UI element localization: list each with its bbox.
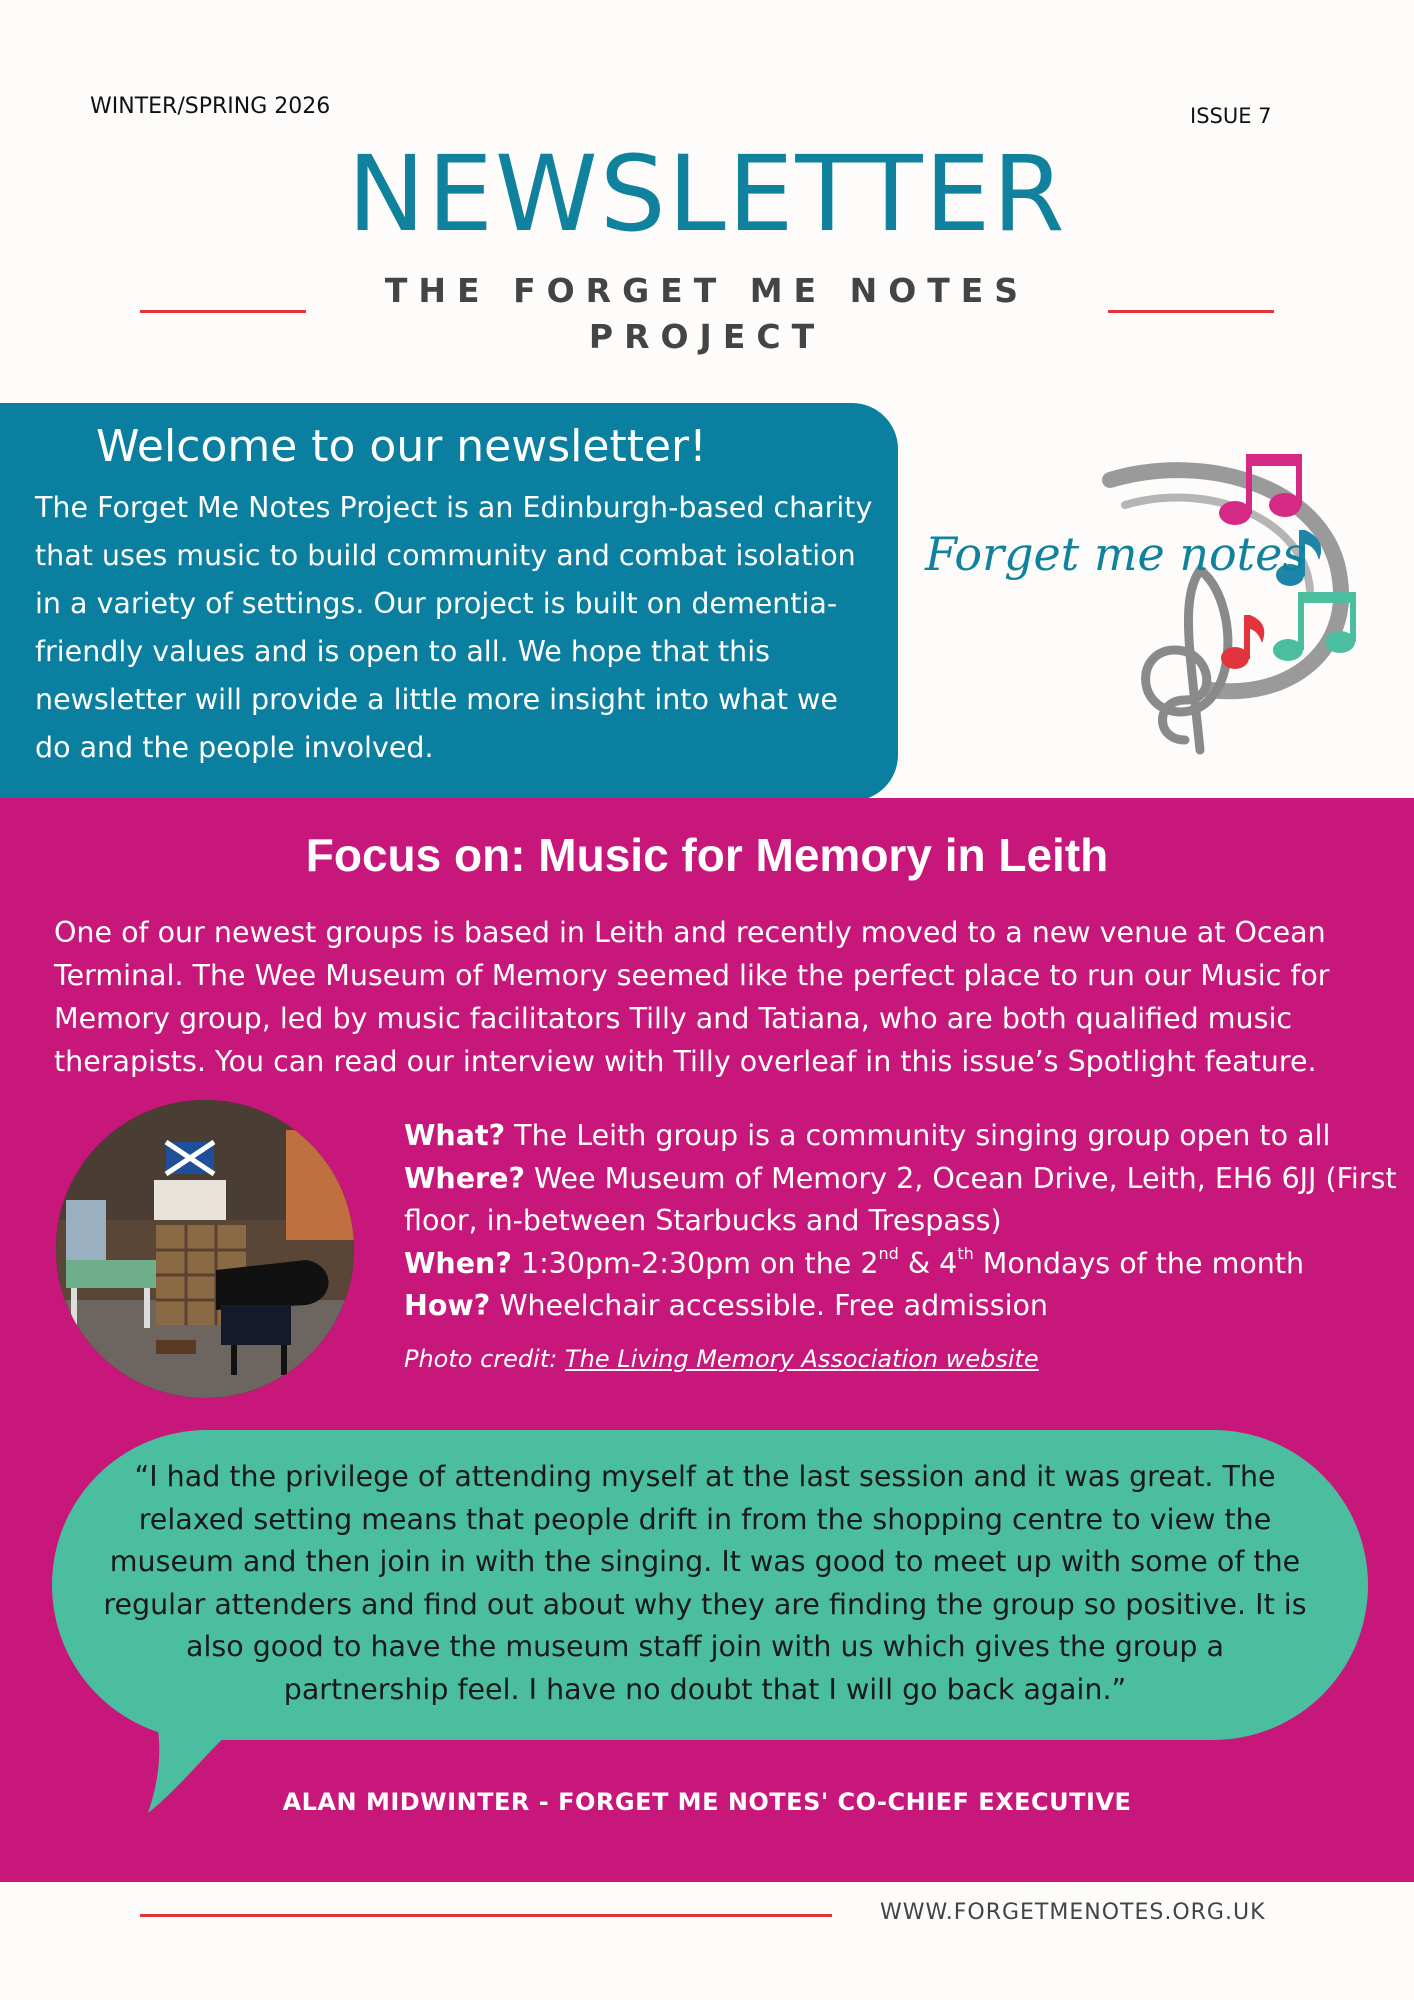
music-notes-treble-clef-icon (910, 450, 1390, 760)
footer-rule (140, 1914, 832, 1917)
what-text: The Leith group is a community singing group open to all (505, 1119, 1331, 1152)
detail-what (404, 1115, 1404, 1158)
when-sup-a: nd (878, 1243, 899, 1263)
focus-heading: Focus on: Music for Memory in Leith (305, 829, 1109, 881)
how-text: Wheelchair accessible. Free admission (490, 1289, 1048, 1322)
issue-season: WINTER/SPRING 2026 (90, 94, 331, 119)
newsletter-subtitle (300, 268, 1114, 360)
subtitle-line-2: PROJECT (588, 317, 826, 356)
where-text: Wee Museum of Memory 2, Ocean Drive, Leith, EH6 6JJ (First floor, in-between Starbucks and Trespass) (404, 1161, 1397, 1237)
header-rule-right (1108, 310, 1274, 313)
subtitle-line-1: THE FORGET ME NOTES (384, 271, 1030, 310)
photo-credit-prefix: Photo credit: (404, 1345, 565, 1373)
detail-how (404, 1285, 1404, 1328)
focus-section (0, 798, 1414, 1882)
header-rule-left (140, 310, 306, 313)
welcome-card (0, 403, 898, 801)
website-link[interactable]: WWW.FORGETMENOTES.ORG.UK (880, 1900, 1266, 1925)
focus-body: One of our newest groups is based in Leith and recently moved to a new venue at Ocean Terminal. The Wee Museum of Memory seemed like the perfect place to run our Music for Memory group, led by music facilitators Tilly and Tatiana, who are both qualified music therapists. You can read our interview with Tilly overleaf in this issue’s Spotlight feature. (54, 916, 1330, 1078)
welcome-body: The Forget Me Notes Project is an Edinburgh-based charity that uses music to build community and combat isolation in a variety of settings. Our project is built on dementia-friendly values and is open to all. We hope that this newsletter will provide a little more insight into what we do and the people involved. (35, 491, 873, 764)
where-label: Where? (404, 1161, 525, 1195)
group-details (404, 1115, 1404, 1328)
how-label: How? (404, 1289, 491, 1322)
what-label: What? (404, 1119, 506, 1152)
newsletter-title: NEWSLETTER (347, 133, 1067, 255)
when-sup-b: th (957, 1243, 974, 1263)
detail-when (404, 1243, 1404, 1286)
issue-number: ISSUE 7 (1190, 104, 1272, 128)
quote-text: “I had the privilege of attending myself at the last session and it was great. The relaxed setting means that people drift in from the shopping centre to view the museum and then join in with the singing. It was good to meet up with some of the regular attenders and find out about why they are finding the group so positive. It is also good to have the museum staff join with us which gives the group a partnership feel. I have no doubt that I will go back again.” (103, 1460, 1307, 1706)
when-text-b: & 4 (898, 1246, 958, 1280)
welcome-title: Welcome to our newsletter! (96, 421, 707, 472)
detail-where (404, 1158, 1404, 1243)
museum-photo (56, 1100, 354, 1398)
when-text-a: 1:30pm-2:30pm on the 2 (511, 1246, 879, 1280)
when-text-c: Mondays of the month (973, 1246, 1305, 1280)
photo-credit-link[interactable]: The Living Memory Association website (564, 1345, 1039, 1373)
photo-credit (404, 1345, 1039, 1373)
logo-text: Forget me notes (925, 527, 1306, 581)
forget-me-notes-logo (910, 450, 1390, 760)
quote-attribution: ALAN MIDWINTER - FORGET ME NOTES' CO-CHIEF EXECUTIVE (282, 1788, 1132, 1816)
when-label: When? (404, 1246, 512, 1280)
